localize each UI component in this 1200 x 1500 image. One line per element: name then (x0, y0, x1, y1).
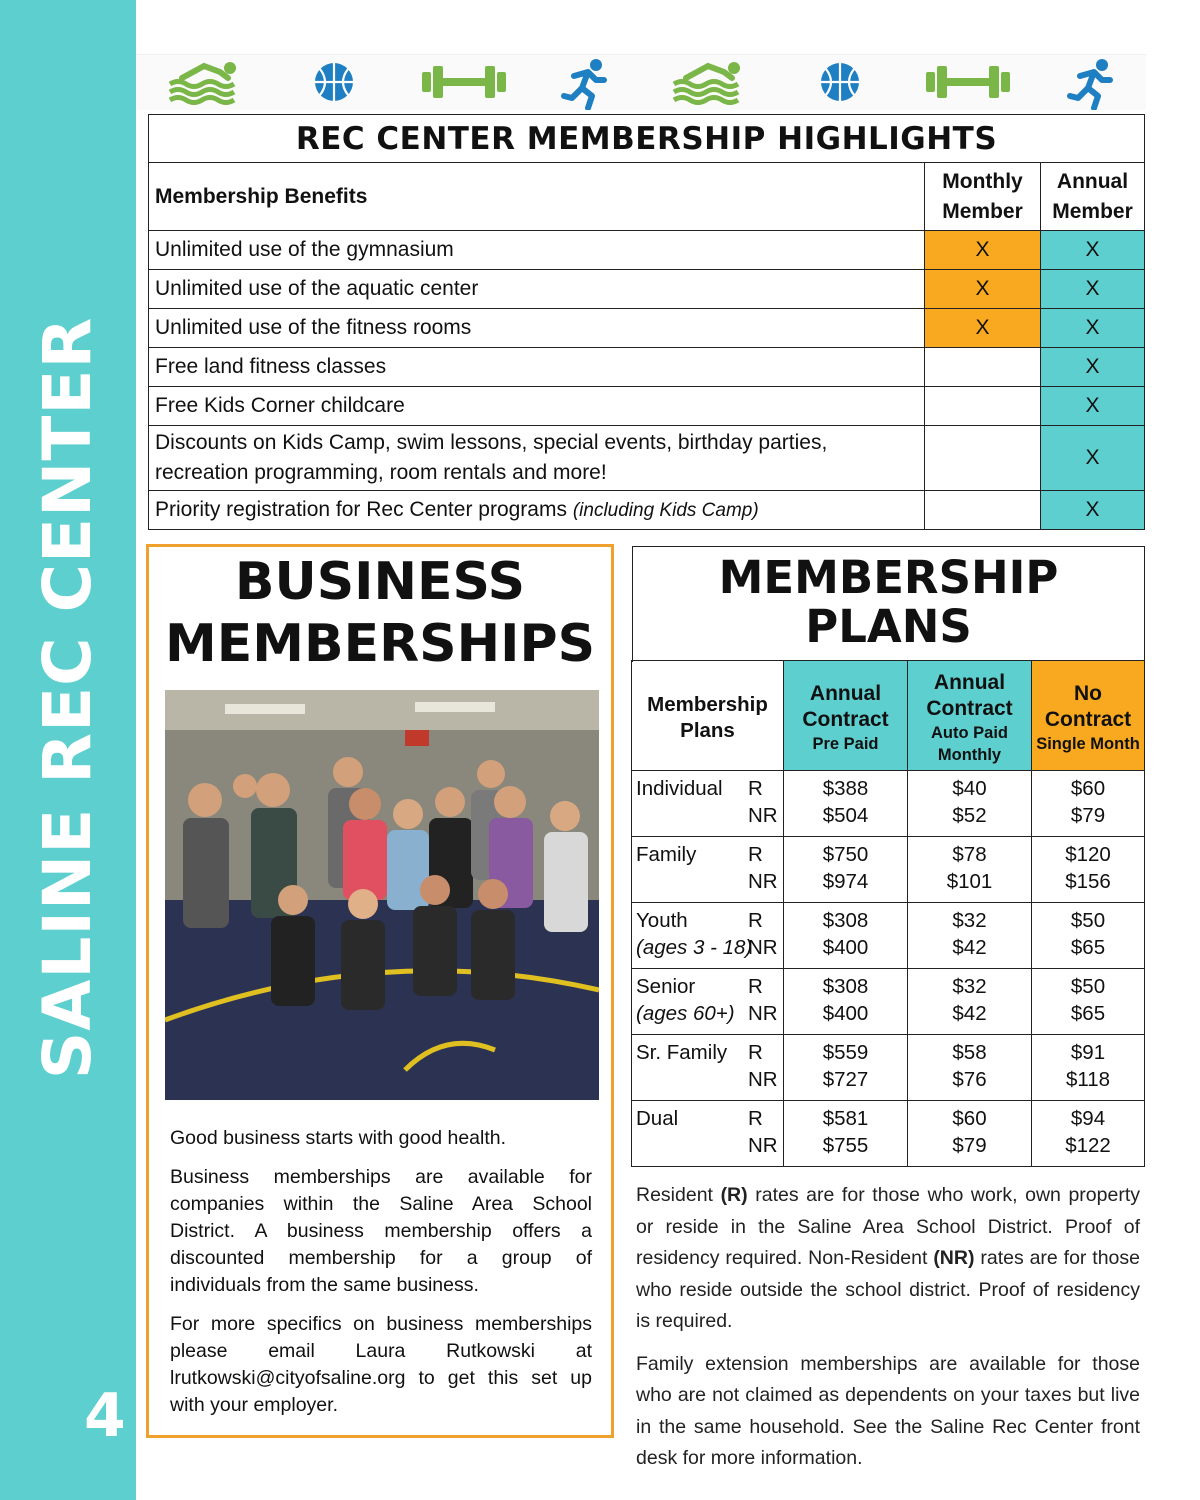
price-r: $559 (822, 1041, 869, 1064)
price-r: $60 (952, 1107, 987, 1130)
price-r: $388 (822, 777, 869, 800)
benefit-cell (149, 491, 925, 530)
single-month-price (1032, 1101, 1145, 1167)
business-title-line2: MEMBERSHIPS (164, 614, 596, 674)
price-r: $40 (952, 777, 987, 800)
prepaid-price (784, 969, 908, 1035)
business-title (149, 551, 611, 675)
no-contract-header (1032, 661, 1145, 771)
annual-check: X (1041, 348, 1145, 387)
highlights-title: REC CENTER MEMBERSHIP HIGHLIGHTS (149, 115, 1145, 163)
price-r: $50 (1070, 909, 1106, 932)
benefit-cell: Free land fitness classes (149, 348, 925, 387)
nonresident-label: NR (748, 1068, 778, 1091)
table-row (632, 969, 1145, 1035)
table-row (632, 837, 1145, 903)
plan-name: Family (636, 843, 697, 866)
price-nr: $76 (952, 1068, 987, 1091)
plans-table (631, 660, 1145, 1167)
plan-age: (ages 60+) (636, 1002, 735, 1025)
benefits-header: Membership Benefits (149, 163, 925, 231)
price-nr: $122 (1065, 1134, 1111, 1157)
resident-label: R (748, 1041, 763, 1064)
monthly-check (925, 387, 1041, 426)
residency-labels (748, 907, 778, 961)
plan-name-cell (632, 1101, 784, 1167)
price-nr: $974 (822, 870, 869, 893)
price-nr: $42 (952, 1002, 987, 1025)
header-sub: Single Month (1036, 734, 1140, 753)
residency-labels (748, 1105, 778, 1159)
plan-name: Sr. Family (636, 1041, 728, 1064)
swimmer-icon (668, 58, 748, 106)
price-nr: $156 (1065, 870, 1111, 893)
note-bold: (NR) (933, 1247, 975, 1269)
table-row (149, 231, 1145, 270)
header-line2: Contract (926, 696, 1013, 720)
business-paragraph: Good business starts with good health. (170, 1127, 507, 1149)
resident-label: R (748, 777, 763, 800)
business-paragraph: For more specifics on business memberships please email Laura Rutkowski at lrutkowski@cityofsaline.org to get this set up with your employer. (170, 1313, 592, 1416)
residency-note (636, 1180, 1140, 1338)
plan-age: (ages 3 - 18) (636, 936, 753, 959)
runner-icon (560, 58, 612, 110)
monthly-check: X (925, 309, 1041, 348)
prepaid-price (784, 1101, 908, 1167)
price-nr: $400 (822, 936, 869, 959)
price-r: $32 (952, 909, 987, 932)
annual-check: X (1041, 270, 1145, 309)
plan-name: Individual (636, 777, 723, 800)
price-r: $581 (822, 1107, 869, 1130)
benefit-cell: Free Kids Corner childcare (149, 387, 925, 426)
price-r: $32 (952, 975, 987, 998)
membership-plans-heading (632, 546, 1145, 662)
table-row (149, 491, 1145, 530)
price-r: $78 (952, 843, 987, 866)
business-memberships-box (146, 544, 614, 1438)
note-text: rates are for those who reside outside the school district. Proof of residency is required. (636, 1247, 1140, 1332)
plan-name-cell (632, 969, 784, 1035)
header-line2: Contract (802, 707, 889, 731)
plan-name: Dual (636, 1107, 679, 1130)
annual-check: X (1041, 309, 1145, 348)
table-row (149, 270, 1145, 309)
price-nr: $65 (1070, 936, 1106, 959)
dumbbell-icon (922, 58, 1014, 106)
dumbbell-icon (418, 58, 510, 106)
resident-label: R (748, 909, 763, 932)
nonresident-label: NR (748, 1002, 778, 1025)
table-row (149, 348, 1145, 387)
prepaid-price (784, 903, 908, 969)
basketball-icon (310, 58, 358, 106)
price-nr: $52 (952, 804, 987, 827)
price-r: $120 (1065, 843, 1111, 866)
sidebar (0, 0, 136, 1500)
monthly-header-line1: Monthly (942, 169, 1023, 193)
monthly-check (925, 348, 1041, 387)
monthly-check: X (925, 270, 1041, 309)
nonresident-label: NR (748, 936, 778, 959)
autopaid-price (908, 837, 1032, 903)
runner-icon (1066, 58, 1118, 110)
header-sub: Auto Paid (931, 723, 1008, 742)
price-r: $750 (822, 843, 869, 866)
basketball-icon (816, 58, 864, 106)
plan-name: Senior (636, 975, 696, 998)
plan-name-cell (632, 1035, 784, 1101)
family-extension-note: Family extension memberships are available for those who are not claimed as dependents on your taxes but live in the same household. See the Saline Rec Center front desk for more information. (636, 1352, 1140, 1469)
annual-prepaid-header (784, 661, 908, 771)
plans-header-line1: Membership (647, 692, 768, 716)
price-nr: $504 (822, 804, 869, 827)
single-month-price (1032, 837, 1145, 903)
autopaid-price (908, 1101, 1032, 1167)
note-bold: (R) (720, 1184, 748, 1206)
single-month-price (1032, 1035, 1145, 1101)
benefit-cell: Unlimited use of the gymnasium (149, 231, 925, 270)
price-r: $58 (952, 1041, 987, 1064)
highlights-table (148, 114, 1145, 530)
prepaid-price (784, 837, 908, 903)
table-row (149, 309, 1145, 348)
plan-name-cell (632, 837, 784, 903)
price-r: $94 (1070, 1107, 1106, 1130)
monthly-check: X (925, 231, 1041, 270)
header-line1: No (1074, 681, 1102, 705)
table-row (632, 1101, 1145, 1167)
page-number: 4 (84, 1381, 126, 1451)
table-row (632, 903, 1145, 969)
residency-labels (748, 841, 778, 895)
header-line1: Annual (933, 670, 1006, 694)
plan-name: Youth (636, 909, 688, 932)
price-nr: $400 (822, 1002, 869, 1025)
group-photo (165, 690, 599, 1100)
single-month-price (1032, 771, 1145, 837)
activity-icons-bar (136, 54, 1146, 110)
prepaid-price (784, 1035, 908, 1101)
benefit-cell: Discounts on Kids Camp, swim lessons, special events, birthday parties, recreation programming, room rentals and more! (149, 426, 925, 491)
plans-title-line1: MEMBERSHIP (718, 551, 1059, 604)
price-nr: $65 (1070, 1002, 1106, 1025)
table-row (149, 387, 1145, 426)
group-photo-illustration (165, 690, 599, 1100)
monthly-check (925, 426, 1041, 491)
annual-check: X (1041, 491, 1145, 530)
annual-check: X (1041, 426, 1145, 491)
swimmer-icon (164, 58, 244, 106)
table-row (632, 771, 1145, 837)
header-line2: Contract (1044, 707, 1132, 731)
plans-col-header (632, 661, 784, 771)
price-r: $91 (1070, 1041, 1106, 1064)
note-text: rates are for those who work, own property or reside in the Saline Area School District. Proof of residency required. Non-Resident (636, 1184, 1140, 1269)
residency-labels (748, 973, 778, 1027)
resident-label: R (748, 843, 763, 866)
monthly-check (925, 491, 1041, 530)
table-row (149, 426, 1145, 491)
nonresident-label: NR (748, 804, 778, 827)
autopaid-price (908, 903, 1032, 969)
table-row (632, 1035, 1145, 1101)
monthly-member-header (925, 163, 1041, 231)
header-sub: Monthly (937, 745, 1002, 764)
price-r: $308 (822, 975, 869, 998)
header-sub: Pre Paid (812, 734, 879, 753)
resident-label: R (748, 1107, 763, 1130)
resident-label: R (748, 975, 763, 998)
price-nr: $101 (946, 870, 993, 893)
plan-name-cell (632, 903, 784, 969)
price-nr: $118 (1065, 1068, 1111, 1091)
price-nr: $79 (1070, 804, 1106, 827)
plans-header-line2: Plans (680, 718, 735, 742)
note-text: Resident (636, 1184, 721, 1206)
price-r: $308 (822, 909, 869, 932)
nonresident-label: NR (748, 1134, 778, 1157)
single-month-price (1032, 903, 1145, 969)
sidebar-title: SALINE REC CENTER (29, 316, 106, 1080)
business-title-line1: BUSINESS (234, 552, 526, 612)
header-line1: Annual (809, 681, 882, 705)
plans-title-line2: PLANS (805, 600, 972, 653)
prepaid-price (784, 771, 908, 837)
annual-check: X (1041, 231, 1145, 270)
price-r: $60 (1070, 777, 1106, 800)
autopaid-price (908, 771, 1032, 837)
price-nr: $79 (952, 1134, 987, 1157)
residency-notes (636, 1180, 1140, 1486)
annual-check: X (1041, 387, 1145, 426)
price-r: $50 (1070, 975, 1106, 998)
residency-labels (748, 775, 778, 829)
nonresident-label: NR (748, 870, 778, 893)
annual-header-line2: Member (1052, 199, 1133, 223)
plan-name-cell (632, 771, 784, 837)
annual-member-header (1041, 163, 1145, 231)
autopaid-price (908, 1035, 1032, 1101)
monthly-header-line2: Member (942, 199, 1023, 223)
annual-header-line1: Annual (1056, 169, 1129, 193)
single-month-price (1032, 969, 1145, 1035)
business-paragraph: Business memberships are available for companies within the Saline Area School District. A business membership offers a discounted membership for a group of individuals from the same business. (170, 1166, 592, 1296)
price-nr: $755 (822, 1134, 869, 1157)
price-nr: $42 (952, 936, 987, 959)
plans-title (633, 553, 1144, 651)
autopaid-price (908, 969, 1032, 1035)
benefit-cell: Unlimited use of the aquatic center (149, 270, 925, 309)
residency-labels (748, 1039, 778, 1093)
benefit-cell: Unlimited use of the fitness rooms (149, 309, 925, 348)
benefit-text: Priority registration for Rec Center programs (155, 497, 567, 521)
annual-autopaid-header (908, 661, 1032, 771)
price-nr: $727 (822, 1068, 869, 1091)
business-description (170, 1125, 592, 1431)
benefit-note: (including Kids Camp) (572, 499, 759, 521)
